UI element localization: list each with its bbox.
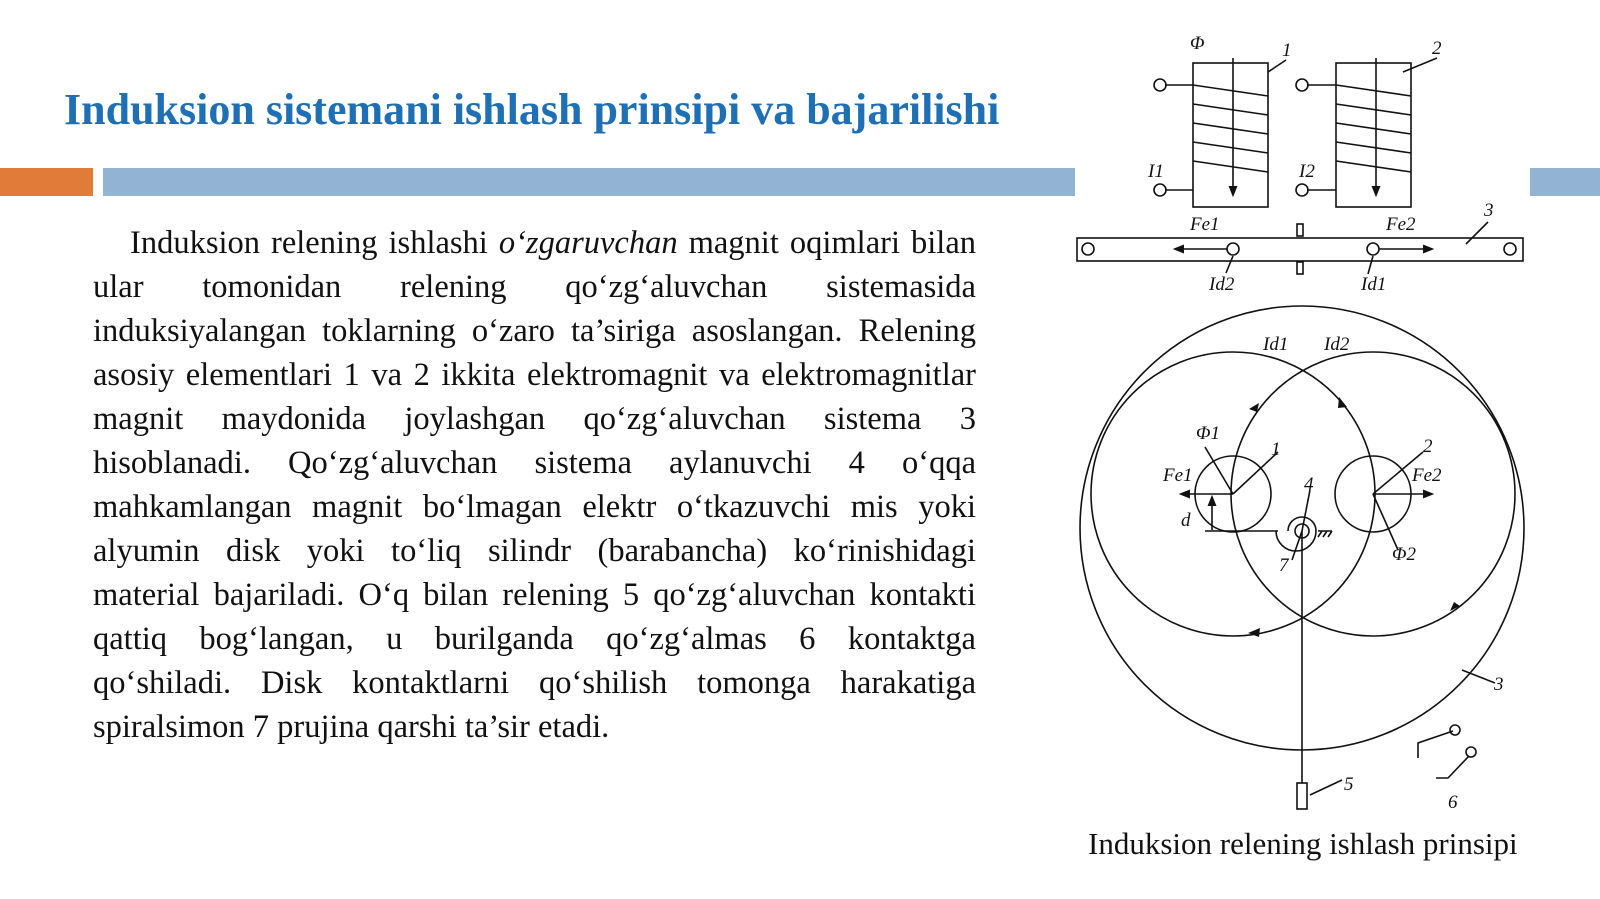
electromagnet-2-core	[1336, 63, 1411, 207]
label-id2: Id2	[1209, 274, 1235, 295]
label-coil-1: 1	[1282, 40, 1292, 61]
strip-end-right	[1504, 243, 1516, 255]
fixed-contact-6-lower	[1436, 756, 1469, 778]
moving-strip	[1077, 238, 1523, 261]
paragraph-start: Induksion relening ishlashi	[130, 225, 499, 261]
leader-1	[1268, 60, 1286, 72]
label-phi1: Φ1	[1196, 423, 1220, 444]
coil-1-leads	[1165, 85, 1193, 190]
label-num-3: 3	[1494, 674, 1504, 695]
label-num-7: 7	[1279, 555, 1289, 576]
leader-5	[1310, 780, 1342, 795]
label-phi2: Φ2	[1392, 544, 1416, 565]
spring-ground	[1318, 531, 1332, 537]
label-circle-fe1: Fe1	[1163, 465, 1193, 486]
label-circle-fe2: Fe2	[1412, 465, 1442, 486]
strip-end-left	[1082, 243, 1094, 255]
coil-2-windings	[1336, 85, 1411, 172]
current-id1-point	[1367, 243, 1379, 255]
label-fe1: Fe1	[1190, 214, 1220, 235]
label-circle-id2: Id2	[1324, 334, 1350, 355]
loop-2-arrow-top	[1338, 397, 1347, 408]
label-num-1: 1	[1271, 439, 1281, 460]
body-paragraph	[93, 221, 976, 749]
label-coil-2: 2	[1432, 38, 1442, 59]
label-phi: Φ	[1190, 33, 1205, 54]
current-id2-point	[1227, 243, 1239, 255]
label-circle-id1: Id1	[1263, 334, 1289, 355]
leader-phi2	[1373, 494, 1398, 550]
strip-guide-bottom	[1297, 262, 1303, 274]
label-num-5: 5	[1344, 774, 1354, 795]
relay-diagram-svg	[1060, 20, 1600, 820]
label-strip-3: 3	[1484, 200, 1494, 221]
label-num-6: 6	[1448, 792, 1458, 813]
electromagnet-1-core	[1193, 63, 1268, 207]
coil-1-terminal-bottom	[1154, 184, 1166, 196]
label-id1: Id1	[1361, 274, 1387, 295]
label-fe2: Fe2	[1386, 214, 1416, 235]
strip-guide-top	[1297, 224, 1303, 236]
label-i2: I2	[1299, 161, 1315, 182]
label-num-4: 4	[1304, 474, 1314, 495]
paragraph-rest: magnit oqimlari bilan ular tomonidan relening qo‘zg‘aluvchan sistemasida induksiyalangan toklarning o‘zaro ta’siriga asoslangan. Relening asosiy elementlari 1 va 2 ikkita elektromagnit va elektromagnitlar magnit maydonida joylashgan qo‘zg‘aluvchan sistema 3 hisoblanadi. Qo‘zg‘aluvchan sistema aylanuvchi 4 o‘qqa mahkamlangan magnit bo‘lmagan elektr o‘tkazuvchi mis yoki alyumin disk yoki to‘liq silindr (barabancha) ko‘rinishidagi material bajariladi. O‘q bilan relening 5 qo‘zg‘aluvchan kontakti qattiq bog‘langan, u burilganda qo‘zg‘almas 6 kontaktga qo‘shiladi. Disk kontaktlarni qo‘shilish tomonga harakatiga spiralsimon 7 prujina qarshi ta’sir etadi.	[93, 225, 976, 745]
leader-id2	[1226, 256, 1233, 273]
accent-bar-blue	[103, 168, 1075, 196]
paragraph-italic-term: o‘zgaruvchan	[498, 225, 678, 261]
leader-phi1	[1205, 447, 1233, 494]
coil-2-terminal-top	[1296, 79, 1308, 91]
fixed-contact-6-upper	[1418, 731, 1453, 758]
fixed-contact-6-terminal-top	[1450, 725, 1460, 735]
leader-3-strip	[1466, 222, 1488, 244]
leader-id1	[1368, 256, 1373, 274]
leader-2	[1403, 58, 1437, 72]
moving-contact-5	[1297, 783, 1307, 809]
label-i1: I1	[1148, 161, 1164, 182]
slide-title: Induksion sistemani ishlash prinsipi va bajarilishi	[64, 85, 1000, 134]
relay-diagram	[1060, 20, 1600, 820]
coil-2-terminal-bottom	[1296, 184, 1308, 196]
coil-1-windings	[1193, 85, 1268, 172]
accent-bar-orange	[0, 168, 93, 196]
label-d: d	[1181, 510, 1191, 531]
coil-1-terminal-top	[1154, 79, 1166, 91]
label-num-2: 2	[1423, 436, 1433, 457]
diagram-caption: Induksion relening ishlash prinsipi	[1088, 826, 1518, 861]
fixed-contact-6-terminal-bottom	[1466, 747, 1476, 757]
